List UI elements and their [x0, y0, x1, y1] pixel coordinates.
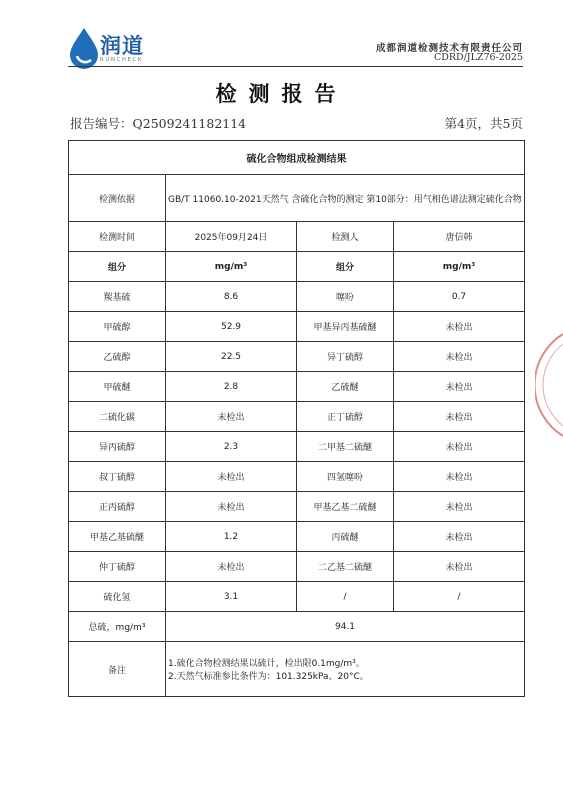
basis-row [69, 175, 525, 222]
component-value: 未检出 [394, 372, 525, 402]
basis-label: 检测依据 [69, 175, 166, 222]
remark-content [166, 642, 525, 697]
component-value: 1.2 [166, 522, 297, 552]
component-value: 未检出 [394, 312, 525, 342]
component-value: 0.7 [394, 282, 525, 312]
time-value: 2025年09月24日 [166, 222, 297, 252]
component-value: 3.1 [166, 582, 297, 612]
component-name: 甲基异丙基硫醚 [297, 312, 394, 342]
component-name: 乙硫醇 [69, 342, 166, 372]
logo-subtext: RUNCHECK [100, 57, 143, 63]
component-value: 未检出 [166, 492, 297, 522]
component-name: 硫化氢 [69, 582, 166, 612]
component-value: 未检出 [394, 342, 525, 372]
component-value: 未检出 [394, 462, 525, 492]
component-name: 正丙硫醇 [69, 492, 166, 522]
component-value: 未检出 [394, 402, 525, 432]
component-value: 未检出 [394, 522, 525, 552]
component-name: / [297, 582, 394, 612]
logo-text: 润道 [100, 34, 144, 58]
page-indicator: 第4页，共5页 [444, 116, 523, 131]
component-name: 异丁硫醇 [297, 342, 394, 372]
table-row [69, 552, 525, 582]
report-title: 检测报告 [215, 82, 348, 106]
basis-value: GB/T 11060.10-2021天然气 含硫化合物的测定 第10部分：用气相色谱法测定硫化合物 [166, 175, 525, 222]
total-label: 总硫，mg/m³ [69, 612, 166, 642]
component-name: 甲硫醚 [69, 372, 166, 402]
col-unit-right: mg/m³ [394, 252, 525, 282]
component-value: 2.8 [166, 372, 297, 402]
component-name: 仲丁硫醇 [69, 552, 166, 582]
component-name: 四氢噻吩 [297, 462, 394, 492]
component-value: 2.3 [166, 432, 297, 462]
component-name: 羰基硫 [69, 282, 166, 312]
table-row [69, 492, 525, 522]
person-label: 检测人 [297, 222, 394, 252]
component-value: 未检出 [394, 432, 525, 462]
component-name: 甲硫醇 [69, 312, 166, 342]
col-component-right: 组分 [297, 252, 394, 282]
component-name: 二甲基二硫醚 [297, 432, 394, 462]
component-value: / [394, 582, 525, 612]
table-row [69, 342, 525, 372]
component-name: 甲基乙基硫醚 [69, 522, 166, 552]
table-row [69, 522, 525, 552]
table-row [69, 312, 525, 342]
component-name: 异丙硫醇 [69, 432, 166, 462]
header-divider [68, 66, 523, 67]
component-value: 未检出 [166, 462, 297, 492]
time-label: 检测时间 [69, 222, 166, 252]
column-header-row [69, 252, 525, 282]
component-name: 噻吩 [297, 282, 394, 312]
report-number: 报告编号：Q2509241182114 [70, 116, 247, 131]
remark-row [69, 642, 525, 697]
table-row [69, 432, 525, 462]
component-value: 未检出 [394, 492, 525, 522]
component-value: 22.5 [166, 342, 297, 372]
document-code: CDRD/JLZ76-2025 [433, 52, 523, 63]
component-name: 正丁硫醇 [297, 402, 394, 432]
component-value: 8.6 [166, 282, 297, 312]
table-caption-row [69, 141, 525, 175]
component-name: 二硫化碳 [69, 402, 166, 432]
component-name: 丙硫醚 [297, 522, 394, 552]
component-name: 甲基乙基二硫醚 [297, 492, 394, 522]
remark-line-2: 2.天然气标准参比条件为：101.325kPa、20°C。 [168, 672, 369, 682]
component-name: 乙硫醚 [297, 372, 394, 402]
company-name: 成都润道检测技术有限责任公司 [375, 43, 523, 54]
remark-label: 备注 [69, 642, 166, 697]
total-value: 94.1 [166, 612, 525, 642]
total-row [69, 612, 525, 642]
company-seal [535, 330, 563, 440]
table-caption: 硫化合物组成检测结果 [69, 141, 525, 175]
table-row [69, 372, 525, 402]
results-table [68, 140, 525, 697]
component-value: 52.9 [166, 312, 297, 342]
table-row [69, 402, 525, 432]
component-value: 未检出 [166, 552, 297, 582]
component-value: 未检出 [166, 402, 297, 432]
time-row [69, 222, 525, 252]
table-row [69, 282, 525, 312]
remark-line-1: 1.硫化合物检测结果以硫计，检出限0.1mg/m³。 [168, 659, 365, 669]
component-name: 叔丁硫醇 [69, 462, 166, 492]
component-value: 未检出 [394, 552, 525, 582]
col-unit-left: mg/m³ [166, 252, 297, 282]
person-value: 唐信韩 [394, 222, 525, 252]
table-row [69, 462, 525, 492]
col-component-left: 组分 [69, 252, 166, 282]
table-row [69, 582, 525, 612]
component-name: 二乙基二硫醚 [297, 552, 394, 582]
